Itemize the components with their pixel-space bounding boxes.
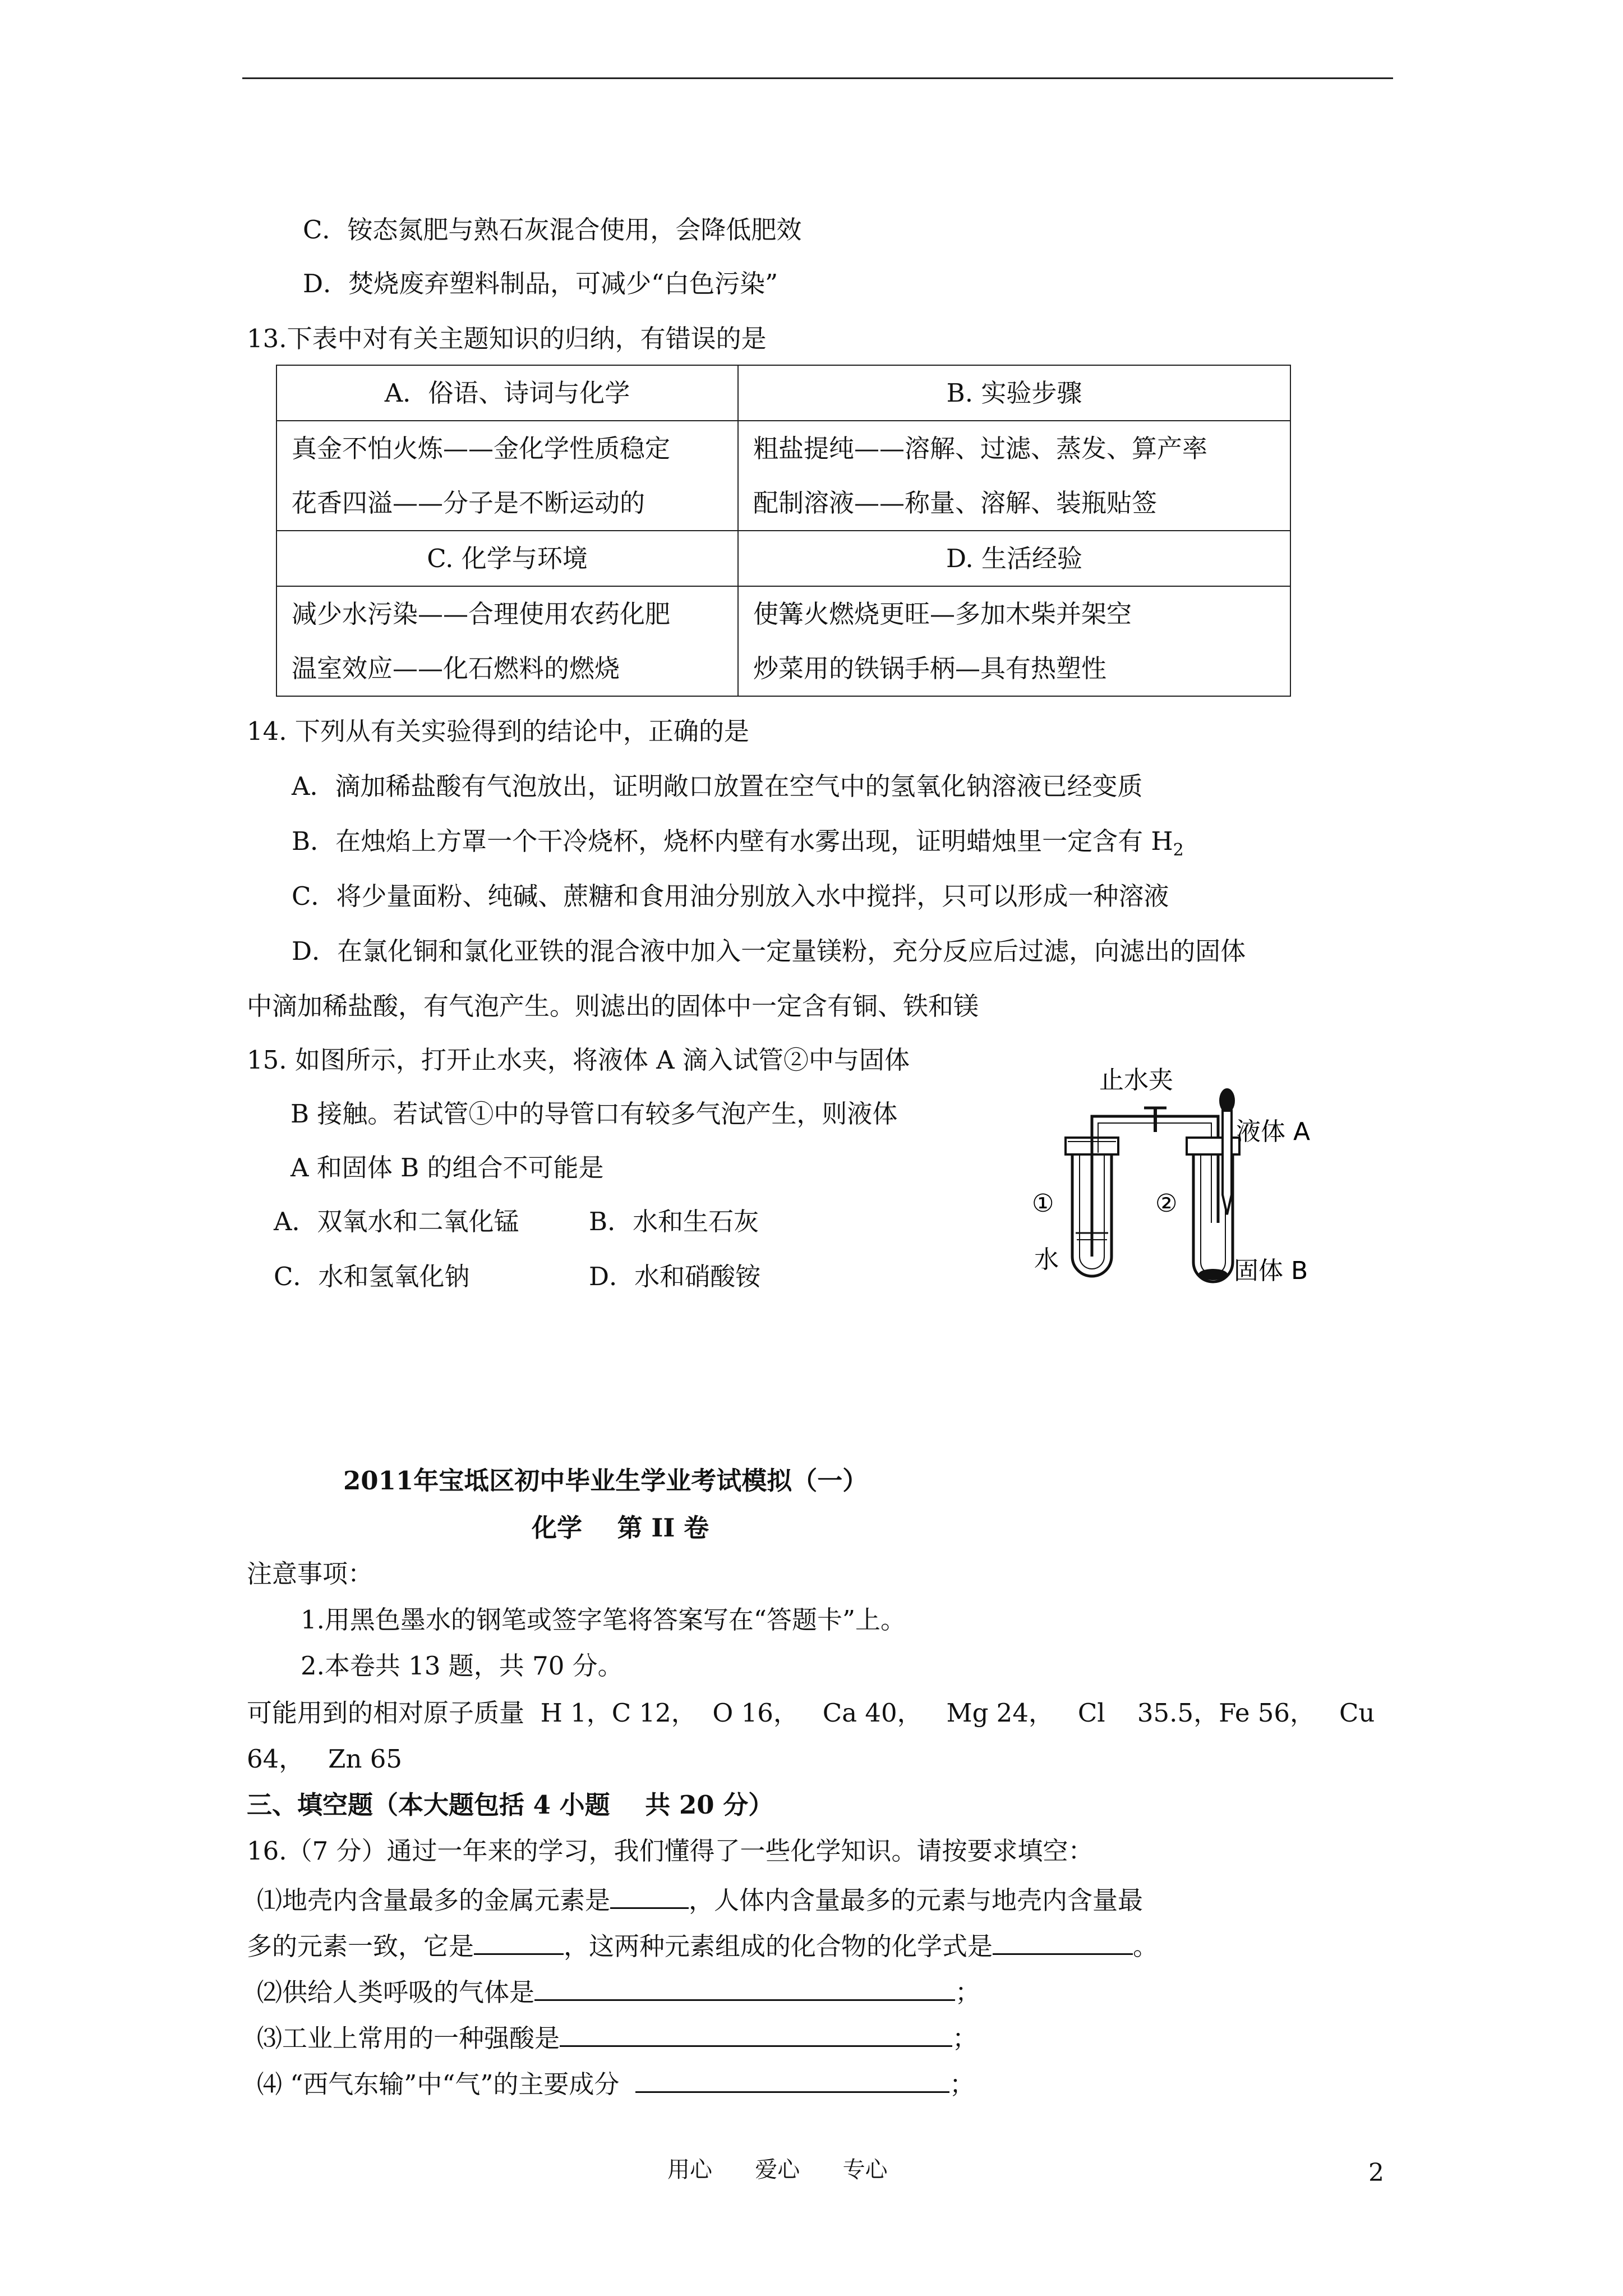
q14-option-b-text: B．在烛焰上方罩一个干冷烧杯，烧杯内壁有水雾出现，证明蜡烛里一定含有 H (292, 826, 1173, 856)
label-solid-b: 固体 B (1234, 1257, 1308, 1285)
solid-b (1198, 1269, 1228, 1280)
header-rule (242, 77, 1393, 79)
table-cell-c-line-2: 温室效应——化石燃料的燃烧 (292, 654, 620, 683)
label-tube-1: ① (1032, 1189, 1054, 1218)
q16-part-2-semicolon: ； (955, 1977, 981, 2007)
label-clamp: 止水夹 (1099, 1066, 1173, 1094)
page-number: 2 (1368, 2159, 1384, 2187)
answer-blank-formula[interactable] (993, 1926, 1133, 1955)
table-header-c: C. 化学与环境 (276, 531, 738, 586)
q15-option-b: B．水和生石灰 (589, 1207, 759, 1236)
q16-part-3-semicolon: ； (952, 2023, 978, 2053)
table-cell-a (276, 421, 738, 531)
q16-part-3 (257, 2018, 978, 2055)
q15-stem-line-3: A 和固体 B 的组合不可能是 (291, 1153, 604, 1182)
q12-option-c: C．铵态氮肥与熟石灰混合使用，会降低肥效 (303, 215, 802, 245)
answer-blank-metal-element[interactable] (610, 1880, 689, 1909)
table-cell-b (738, 421, 1290, 531)
q16-part-1-text-a: ⑴地壳内含量最多的金属元素是 (257, 1885, 611, 1915)
exam-title: 2011年宝坻区初中毕业生学业考试模拟（一） (343, 1466, 868, 1496)
q16-part-4-semicolon: ； (949, 2069, 975, 2099)
q16-part-2 (257, 1972, 980, 2009)
q16-part-2-text: ⑵供给人类呼吸的气体是 (257, 1977, 535, 2007)
section-3-heading: 三、填空题（本大题包括 4 小题 共 20 分） (247, 1790, 774, 1820)
q15-stem-line-2: B 接触。若试管①中的导管口有较多气泡产生，则液体 (291, 1099, 898, 1129)
label-water: 水 (1034, 1245, 1059, 1274)
notice-heading: 注意事项： (247, 1559, 374, 1589)
label-tube-2: ② (1155, 1189, 1178, 1218)
q16-part-1-text-d: ，这两种元素组成的化合物的化学式是 (564, 1931, 993, 1961)
q15-option-c: C．水和氢氧化钠 (274, 1262, 470, 1291)
answer-blank-strong-acid[interactable] (560, 2018, 952, 2047)
q14-option-b (292, 825, 1184, 867)
q16-part-1-text-b: ，人体内含量最多的元素与地壳内含量最 (689, 1885, 1144, 1915)
table-cell-c (276, 586, 738, 696)
table-header-a: A．俗语、诗词与化学 (276, 365, 738, 421)
label-liquid-a: 液体 A (1236, 1117, 1311, 1146)
q13-knowledge-table (276, 365, 1291, 697)
paper-subtitle: 化学 第 II 卷 (532, 1513, 709, 1543)
q14-option-c: C．将少量面粉、纯碱、蔗糖和食用油分别放入水中搅拌，只可以形成一种溶液 (292, 881, 1169, 911)
table-cell-a-line-1: 真金不怕火炼——金化学性质稳定 (292, 434, 671, 463)
q15-option-a: A．双氧水和二氧化锰 (274, 1207, 519, 1236)
table-header-b: B. 实验步骤 (738, 365, 1290, 421)
q13-stem: 13.下表中对有关主题知识的归纳，有错误的是 (247, 324, 767, 353)
q16-part-1-line-2 (247, 1926, 1158, 1963)
q16-part-1-line-1 (257, 1880, 1143, 1917)
footer-motto: 用心 爱心 专心 (667, 2157, 888, 2183)
apparatus-figure (1021, 1055, 1335, 1301)
atomic-masses-line-1: 可能用到的相对原子质量 H 1，C 12， O 16， Ca 40， Mg 24， Cl 35.5，Fe 56， Cu (247, 1698, 1375, 1728)
table-cell-c-line-1: 减少水污染——合理使用农药化肥 (292, 599, 671, 629)
q15-stem-line-1: 15. 如图所示，打开止水夹，将液体 A 滴入试管②中与固体 (247, 1045, 910, 1075)
q16-stem: 16.（7 分）通过一年来的学习，我们懂得了一些化学知识。请按要求填空： (247, 1836, 1094, 1866)
q16-part-4-text: ⑷ “西气东输”中“气”的主要成分 (257, 2069, 620, 2099)
table-cell-b-line-2: 配制溶液——称量、溶解、装瓶贴签 (753, 488, 1158, 518)
table-cell-a-line-2: 花香四溢——分子是不断运动的 (292, 488, 645, 518)
dropper-bulb (1219, 1088, 1235, 1113)
q16-part-1-text-c: 多的元素一致，它是 (247, 1931, 474, 1961)
q15-option-d: D．水和硝酸铵 (589, 1262, 761, 1291)
q14-stem: 14. 下列从有关实验得到的结论中，正确的是 (247, 716, 749, 746)
table-header-d: D. 生活经验 (738, 531, 1290, 586)
q16-part-1-text-e: 。 (1133, 1931, 1159, 1961)
answer-blank-element[interactable] (474, 1926, 564, 1955)
answer-blank-main-component[interactable] (635, 2064, 949, 2093)
q16-part-4 (257, 2064, 975, 2101)
table-cell-d (738, 586, 1290, 696)
notice-item-2: 2.本卷共 13 题，共 70 分。 (301, 1651, 623, 1681)
q14-option-a: A．滴加稀盐酸有气泡放出，证明敞口放置在空气中的氢氧化钠溶液已经变质 (292, 771, 1143, 801)
dropper-pipette (1223, 1111, 1232, 1214)
q14-option-b-subscript: 2 (1173, 840, 1184, 860)
notice-item-1: 1.用黑色墨水的钢笔或签字笔将答案写在“答题卡”上。 (301, 1605, 906, 1635)
atomic-masses-line-2: 64， Zn 65 (247, 1744, 402, 1774)
q12-option-d: D．焚烧废弃塑料制品，可减少“白色污染” (303, 269, 778, 298)
table-cell-d-line-2: 炒菜用的铁锅手柄—具有热塑性 (753, 654, 1107, 683)
answer-blank-breathing-gas[interactable] (534, 1972, 955, 2001)
table-cell-b-line-1: 粗盐提纯——溶解、过滤、蒸发、算产率 (753, 434, 1208, 463)
q16-part-3-text: ⑶工业上常用的一种强酸是 (257, 2023, 560, 2053)
table-cell-d-line-1: 使篝火燃烧更旺—多加木柴并架空 (753, 599, 1132, 629)
q14-option-d-line-2: 中滴加稀盐酸，有气泡产生。则滤出的固体中一定含有铜、铁和镁 (247, 991, 979, 1021)
q14-option-d-line-1: D．在氯化铜和氯化亚铁的混合液中加入一定量镁粉，充分反应后过滤，向滤出的固体 (292, 936, 1246, 966)
